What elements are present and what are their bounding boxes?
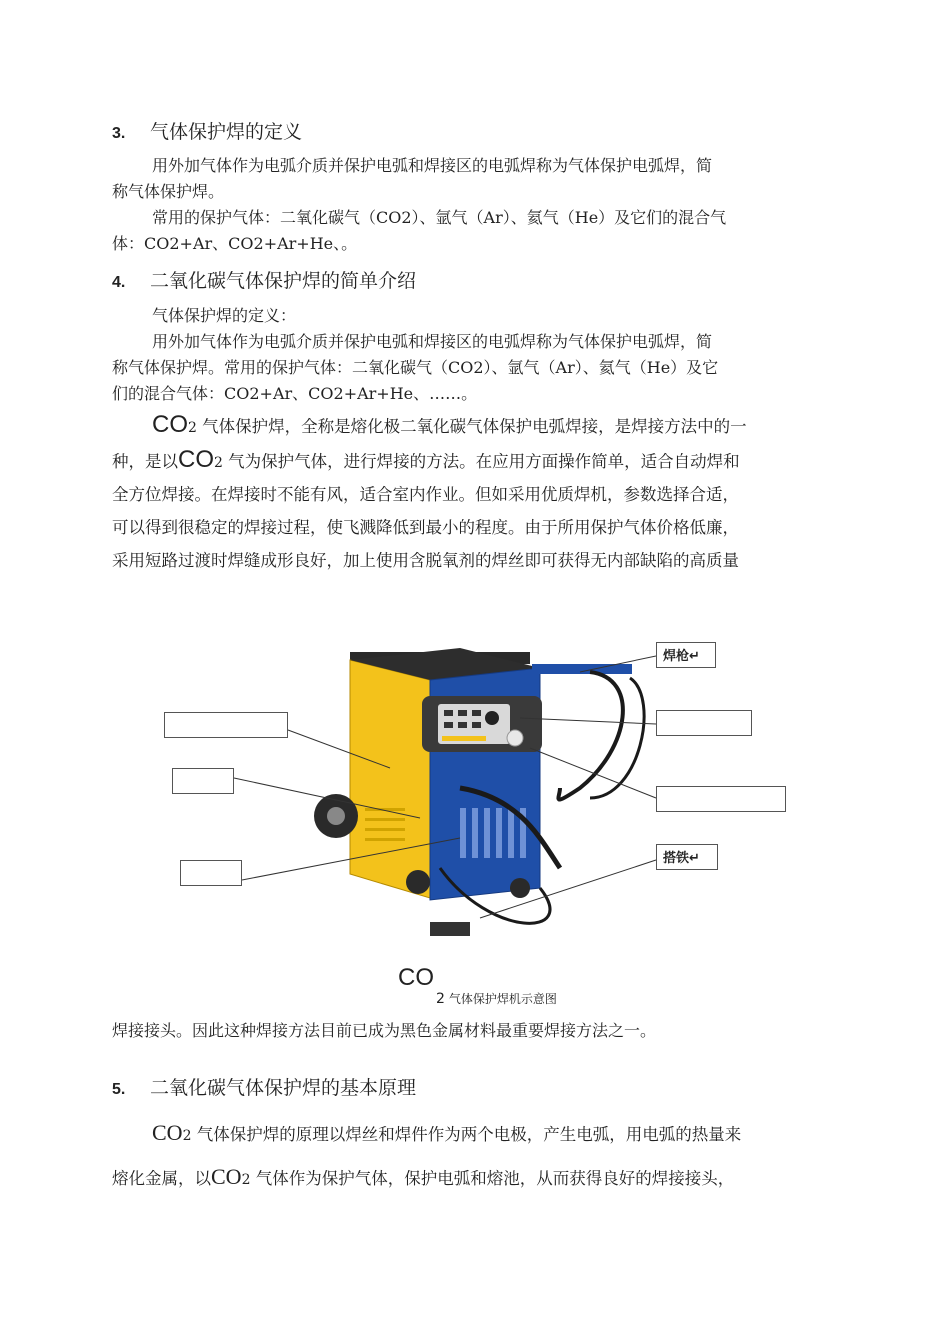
caption-co2: CO bbox=[398, 964, 434, 991]
co2-formula: CO bbox=[152, 1120, 183, 1145]
co2-subscript: 2 bbox=[214, 455, 223, 471]
paragraph-line: 称气体保护焊。常用的保护气体：二氧化碳气（CO2）、氩气（Ar）、氦气（He）及它 bbox=[112, 358, 719, 377]
label-blank-box bbox=[180, 860, 242, 886]
section-4-heading bbox=[112, 266, 416, 293]
label-blank-box bbox=[172, 768, 234, 794]
figure-caption bbox=[436, 990, 557, 1007]
section-3-heading bbox=[112, 117, 302, 144]
section-number: 4. bbox=[112, 274, 126, 291]
paragraph-line bbox=[112, 1160, 842, 1197]
co2-formula: CO bbox=[152, 411, 188, 438]
paragraph-text: 气体保护焊，全称是熔化极二氧化碳气体保护电弧焊接，是焊接方法中的一 bbox=[202, 417, 747, 436]
co2-formula: CO bbox=[178, 446, 214, 473]
paragraph-line: 焊接接头。因此这种焊接方法目前已成为黑色金属材料最重要焊接方法之一。 bbox=[112, 1021, 657, 1040]
paragraph-text: 气体保护焊的原理以焊丝和焊件作为两个电极，产生电弧，用电弧的热量来 bbox=[196, 1125, 742, 1144]
co2-subscript: 2 bbox=[182, 1128, 192, 1144]
paragraph-line: 全方位焊接。在焊接时不能有风，适合室内作业。但如采用优质焊机，参数选择合适， bbox=[112, 485, 739, 504]
co2-formula: CO bbox=[211, 1164, 242, 1189]
section-5-heading bbox=[112, 1073, 416, 1100]
section-number: 3. bbox=[112, 125, 126, 142]
co2-subscript: 2 bbox=[188, 420, 197, 436]
section-title: 二氧化碳气体保护焊的基本原理 bbox=[150, 1077, 417, 1099]
co2-subscript: 2 bbox=[241, 1172, 251, 1188]
paragraph-line: 称气体保护焊。 bbox=[112, 182, 225, 201]
paragraph-line: 体：CO2+Ar、CO2+Ar+He、。 bbox=[112, 234, 358, 253]
paragraph-line bbox=[112, 443, 842, 480]
paragraph-line: 用外加气体作为电弧介质并保护电弧和焊接区的电弧焊称为气体保护电弧焊，简 bbox=[152, 156, 713, 175]
label-blank-box bbox=[656, 710, 752, 736]
section-title: 二氧化碳气体保护焊的简单介绍 bbox=[150, 270, 417, 292]
label-blank-box bbox=[656, 786, 786, 812]
paragraph-text: 气体作为保护气体，保护电弧和熔池，从而获得良好的焊接接头， bbox=[255, 1169, 735, 1188]
caption-text: 气体保护焊机示意图 bbox=[448, 992, 557, 1006]
caption-subscript: 2 bbox=[436, 991, 445, 1007]
label-ground-clamp: 搭铁↵ bbox=[656, 844, 718, 870]
paragraph-line: 采用短路过渡时焊缝成形良好，加上使用含脱氧剂的焊丝即可获得无内部缺陷的高质量 bbox=[112, 551, 739, 570]
label-welding-gun: 焊枪↵ bbox=[656, 642, 716, 668]
paragraph-text: 熔化金属，以 bbox=[112, 1169, 211, 1188]
paragraph-text: 种，是以 bbox=[112, 452, 178, 471]
paragraph-line bbox=[152, 408, 882, 445]
section-title: 气体保护焊的定义 bbox=[150, 121, 303, 143]
paragraph-line: 气体保护焊的定义： bbox=[152, 306, 297, 325]
paragraph-line: 们的混合气体：CO2+Ar、CO2+Ar+He、……。 bbox=[112, 384, 478, 403]
label-blank-box bbox=[164, 712, 288, 738]
paragraph-line: 可以得到很稳定的焊接过程，使飞溅降低到最小的程度。由于所用保护气体价格低廉， bbox=[112, 518, 739, 537]
paragraph-text: 气为保护气体，进行焊接的方法。在应用方面操作简单，适合自动焊和 bbox=[228, 452, 740, 471]
paragraph-line: 用外加气体作为电弧介质并保护电弧和焊接区的电弧焊称为气体保护电弧焊，简 bbox=[152, 332, 713, 351]
paragraph-line bbox=[152, 1116, 882, 1153]
section-number: 5. bbox=[112, 1081, 126, 1098]
welding-machine-figure bbox=[160, 638, 800, 953]
paragraph-line: 常用的保护气体：二氧化碳气（CO2）、氩气（Ar）、氦气（He）及它们的混合气 bbox=[152, 208, 727, 227]
